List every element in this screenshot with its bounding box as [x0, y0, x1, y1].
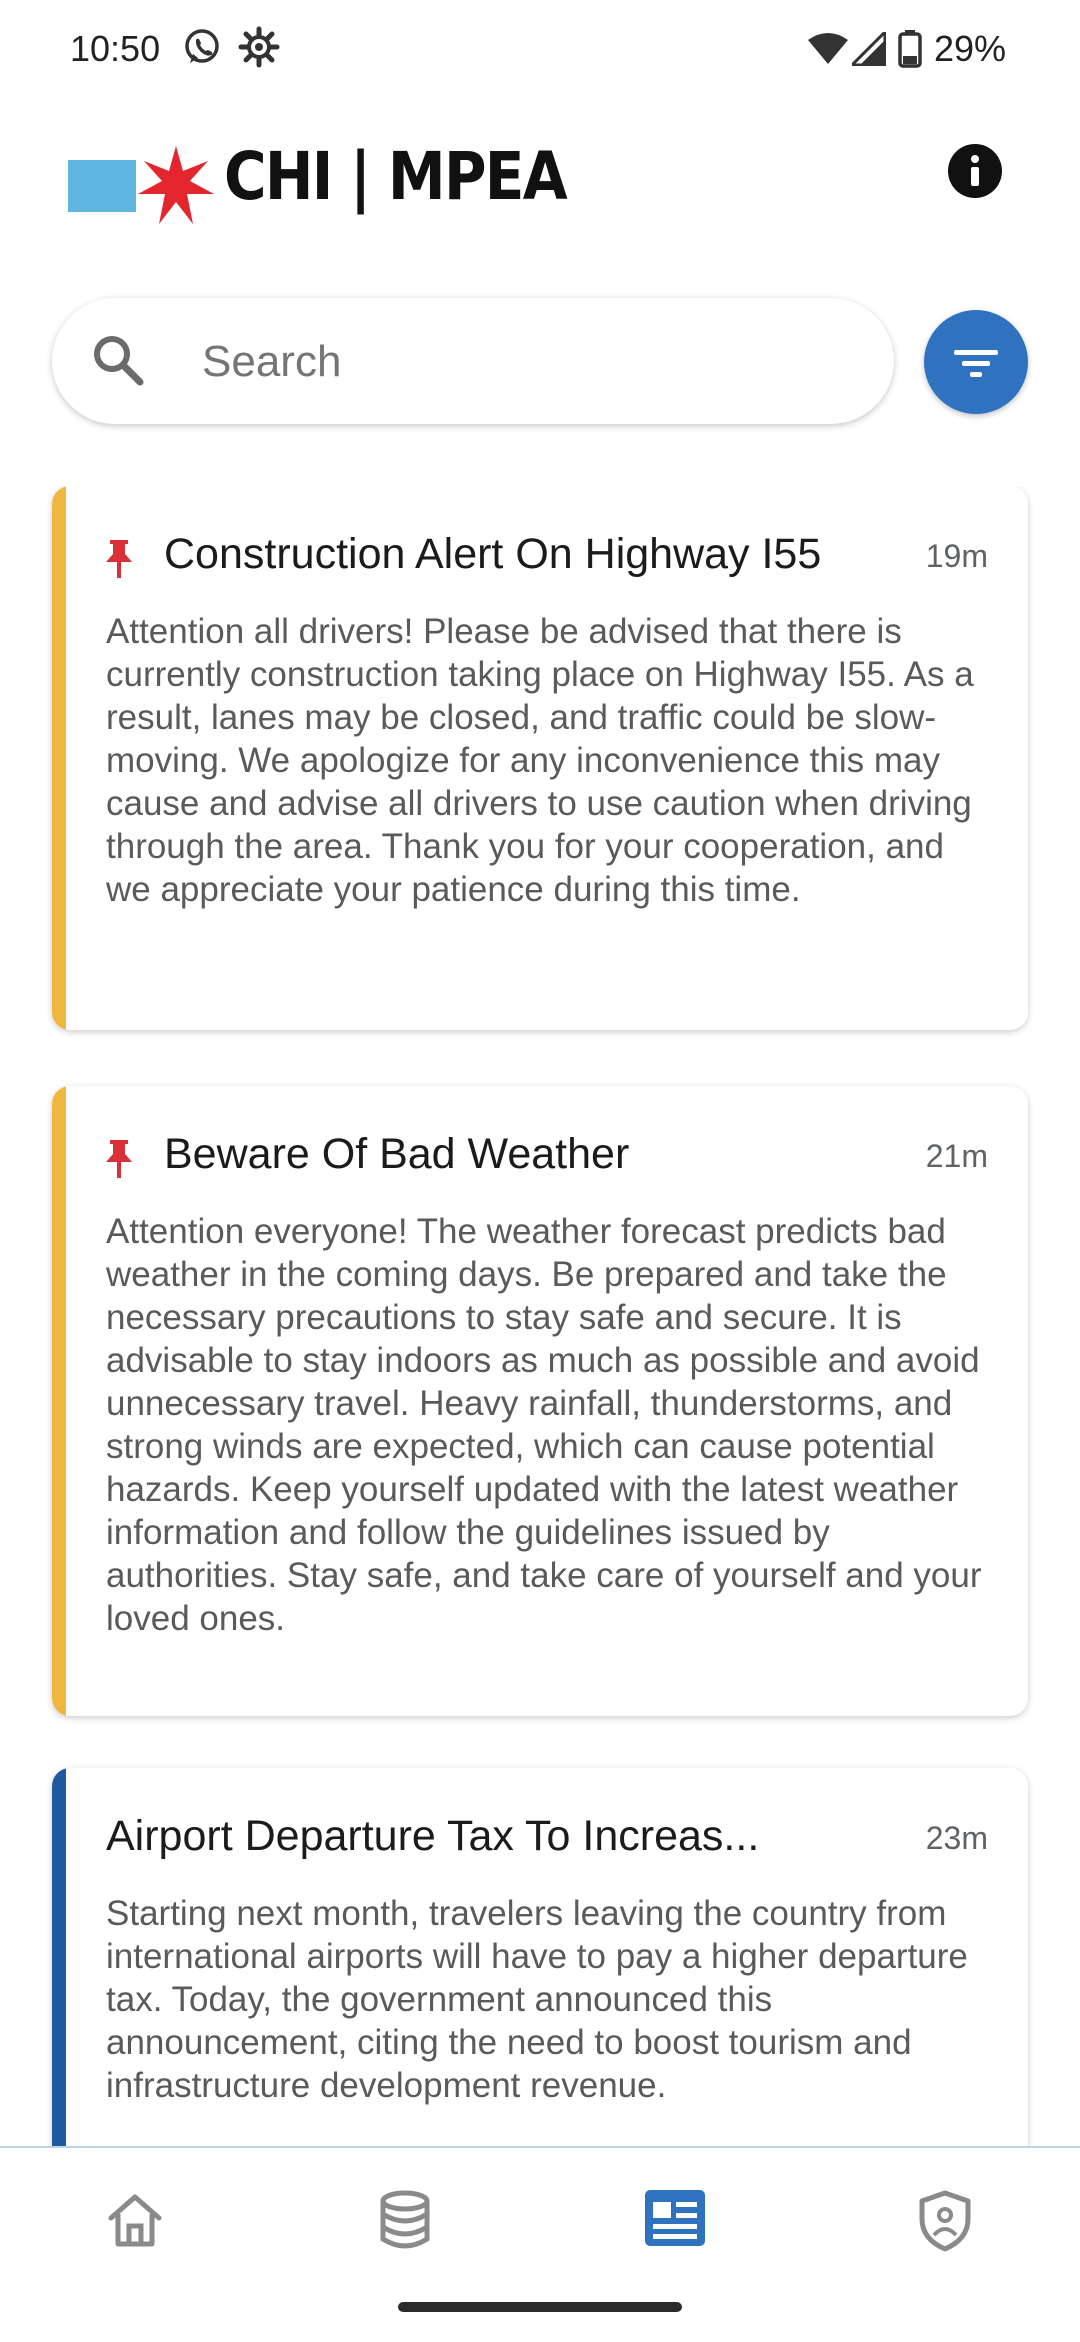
- alert-title: Construction Alert On Highway I55: [164, 530, 822, 578]
- whatsapp-icon: [182, 26, 222, 73]
- search-bar[interactable]: [52, 298, 894, 424]
- alert-time: 23m: [925, 1820, 988, 1856]
- alerts-feed[interactable]: [0, 486, 1080, 2146]
- bottom-navigation: [0, 2146, 1080, 2342]
- pin-icon: [106, 540, 132, 585]
- pinned-stripe: [52, 1086, 66, 1716]
- nav-home[interactable]: [85, 2190, 185, 2270]
- settings-gear-icon: [238, 26, 280, 73]
- nav-database[interactable]: [355, 2190, 455, 2270]
- home-indicator[interactable]: [398, 2302, 682, 2312]
- database-icon: [377, 2190, 433, 2250]
- home-icon: [105, 2190, 165, 2250]
- logo-text: CHI | MPEA: [224, 138, 566, 215]
- logo-star-icon: [138, 146, 214, 231]
- alert-time: 19m: [925, 538, 988, 574]
- alert-body: Attention all drivers! Please be advised that there is currently construction taking place on Highway I55. As a result, lanes may be closed, and traffic could be slow-moving. We apologize for any inconvenience this may cause and advise all drivers to use caution when driving through the area. Thank you for your cooperation, and we appreciate your patience during this time.: [106, 612, 974, 909]
- alert-body: Starting next month, travelers leaving the country from international airports will have to pay a higher departure tax. Today, the government announced this announcement, citing the need to boost tourism and infrastructure development revenue.: [106, 1894, 968, 2105]
- alert-card[interactable]: [52, 1086, 1028, 1716]
- search-icon: [90, 332, 146, 393]
- alert-title: Airport Departure Tax To Increas...: [106, 1812, 760, 1860]
- news-icon: [645, 2190, 705, 2246]
- alert-card[interactable]: [52, 1768, 1028, 2146]
- app-header: [0, 120, 1080, 230]
- search-input[interactable]: [200, 326, 844, 398]
- category-stripe: [52, 1768, 66, 2146]
- status-bar: [0, 0, 1080, 100]
- battery-icon: [898, 30, 922, 73]
- alert-body: Attention everyone! The weather forecast predicts bad weather in the coming days. Be prepared and take the necessary precautions to stay safe and secure. It is advisable to stay indoors as much as possible and avoid unnecessary travel. Heavy rainfall, thunderstorms, and strong winds are expected, which can cause potential hazards. Keep yourself updated with the latest weather information and follow the guidelines issued by authorities. Stay safe, and take care of yourself and your loved ones.: [106, 1212, 982, 1638]
- battery-percentage: 29%: [934, 28, 1007, 69]
- shield-icon: [917, 2190, 973, 2252]
- nav-news[interactable]: [625, 2190, 725, 2270]
- alert-time: 21m: [925, 1138, 988, 1174]
- chi-mpea-logo: [66, 138, 566, 218]
- alert-card[interactable]: [52, 486, 1028, 1030]
- filter-icon: [954, 344, 998, 382]
- wifi-icon: [808, 32, 848, 71]
- pinned-stripe: [52, 486, 66, 1030]
- logo-flag-stripe: [68, 160, 136, 212]
- status-time: 10:50: [70, 28, 161, 69]
- alert-title: Beware Of Bad Weather: [164, 1130, 630, 1178]
- pin-icon: [106, 1140, 132, 1185]
- info-button[interactable]: [948, 144, 1002, 198]
- filter-button[interactable]: [924, 310, 1028, 414]
- nav-security[interactable]: [895, 2190, 995, 2270]
- signal-icon: [852, 32, 886, 71]
- info-icon: [948, 144, 1002, 198]
